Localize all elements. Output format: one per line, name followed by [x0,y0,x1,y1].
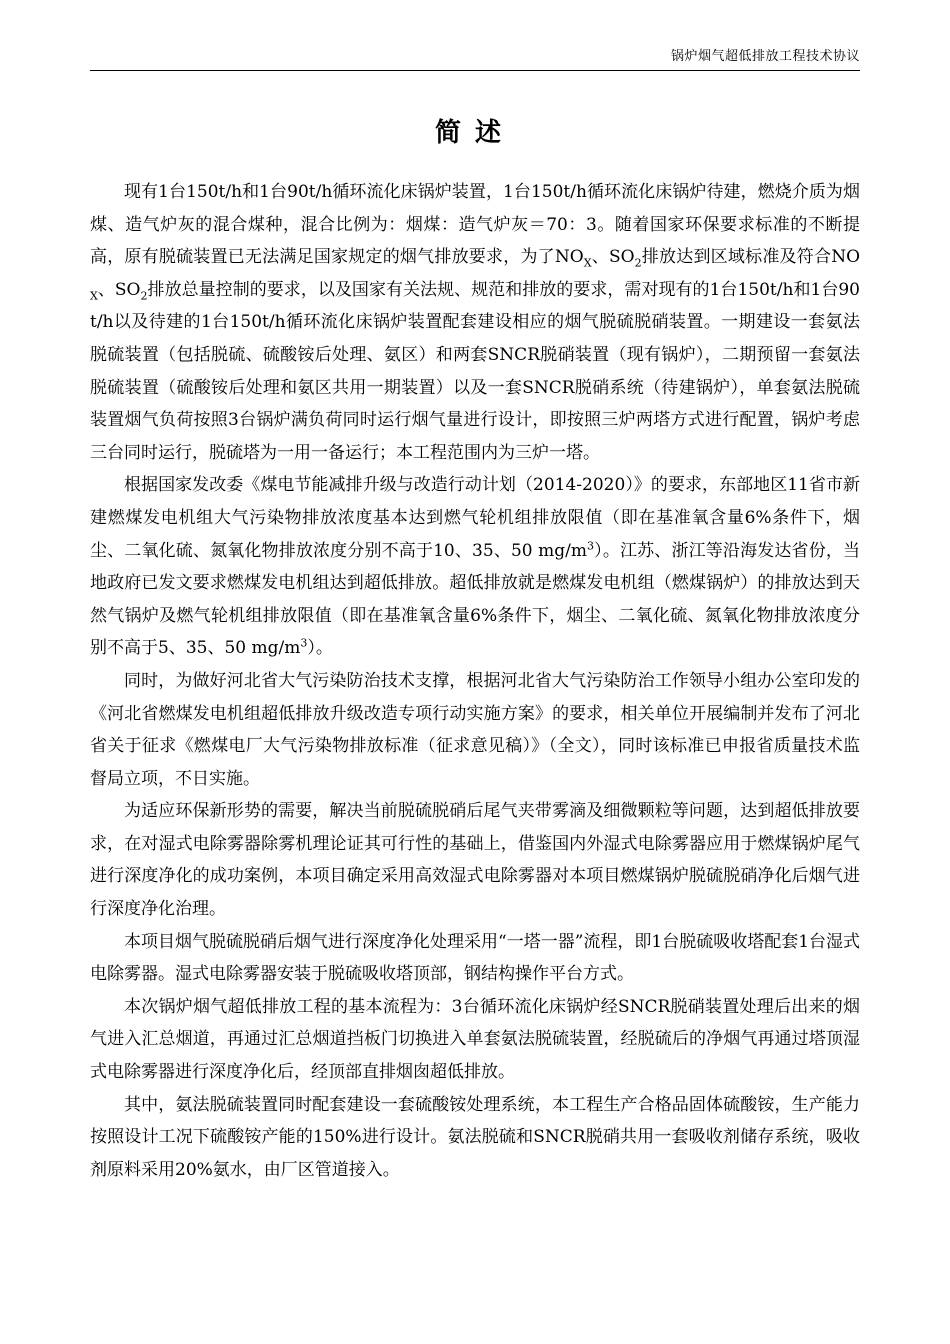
text-run: 本次锅炉烟气超低排放工程的基本流程为：3台循环流化床锅炉经SNCR脱硝装置处理后出来的烟气进入汇总烟道，再通过汇总烟道挡板门切换进入单套氨法脱硫装置，经脱硫后的净烟气再通过塔顶湿式电除雾器进行深度净化后，经顶部直排烟囱超低排放。 [90,996,860,1083]
page-header [90,48,860,71]
text-run: 同时，为做好河北省大气污染防治技术支撑，根据河北省大气污染防治工作领导小组办公室印发的《河北省燃煤发电机组超低排放升级改造专项行动实施方案》的要求，相关单位开展编制并发布了河北省关于征求《燃煤电厂大气污染物排放标准（征求意见稿）》（全文），同时该标准已申报省质量技术监督局立项，不日实施。 [90,670,860,789]
text-run: 现有1台150t/h和1台90t/h循环流化床锅炉装置，1台150t/h循环流化床锅炉待建，燃烧介质为烟煤、造气炉灰的混合煤种，混合比例为：烟煤：造气炉灰＝70：3。随着国家环保要求标准的不断提高，原有脱硫装置已无法满足国家规定的烟气排放要求，为了NO [90,182,860,268]
paragraph-hebei-standard [90,665,860,795]
superscript: 3 [587,538,595,552]
text-run: 排放总量控制的要求，以及国家有关法规、规范和排放的要求，需对现有的1台150t/h和1台90t/h以及待建的1台150t/h循环流化床锅炉装置配套建设相应的烟气脱硫脱硝装置。一期建设一套氨法脱硫装置（包括脱硫、硫酸铵后处理、氨区）和两套SNCR脱硝装置（现有锅炉），二期预留一套氨法脱硫装置（硫酸铵后处理和氨区共用一期装置）以及一套SNCR脱硝系统（待建锅炉），单套氨法脱硫装置烟气负荷按照3台锅炉满负荷同时运行烟气量进行设计，即按照三炉两塔方式进行配置，锅炉考虑三台同时运行，脱硫塔为一用一备运行；本工程范围内为三炉一塔。 [90,279,860,463]
text-run: 排放达到区域标准及符合NO [641,247,861,268]
page-title: 简述 [434,118,515,148]
paragraph-process-flow [90,991,860,1089]
subscript: X [583,256,592,270]
superscript: 3 [300,636,308,650]
paragraph-policy [90,469,860,665]
text-run: 其中，氨法脱硫装置同时配套建设一套硫酸铵处理系统，本工程生产合格品固体硫酸铵，生产能力按照设计工况下硫酸铵产能的150%进行设计。氨法脱硫和SNCR脱硝共用一套吸收剂储存系统，吸收剂原料采用20%氨水，由厂区管道接入。 [90,1094,860,1180]
paragraph-wesp-adoption [90,795,860,925]
text-run: ）。江苏、浙江等沿海发达省份，当地政府已发文要求燃煤发电机组达到超低排放。超低排放就是燃煤发电机组（燃煤锅炉）的排放达到天然气锅炉及燃气轮机组排放限值（即在基准氧含量6%条件下，烟尘、二氧化硫、氮氧化物排放浓度分别不高于5、35、50 mg/m [90,540,861,659]
paragraph-ammonium-sulfate [90,1089,860,1187]
header-title: 锅炉烟气超低排放工程技术协议 [670,49,860,64]
subscript: 2 [634,256,642,270]
text-run: 本项目烟气脱硫脱硝后烟气进行深度净化处理采用“一塔一器”流程，即1台脱硫吸收塔配套1台湿式电除雾器。湿式电除雾器安装于脱硫吸收塔顶部，钢结构操作平台方式。 [90,931,861,985]
text-run: 为适应环保新形势的需要，解决当前脱硫脱硝后尾气夹带雾滴及细微颗粒等问题，达到超低排放要求，在对湿式电除雾器除雾机理论证其可行性的基础上，借鉴国内外湿式电除雾器应用于燃煤锅炉尾气进行深度净化的成功案例，本项目确定采用高效湿式电除雾器对本项目燃煤锅炉脱硫脱硝净化后烟气进行深度净化治理。 [90,801,860,920]
subscript: X [90,289,98,303]
document-body [90,176,860,1186]
text-run: 、SO [97,279,141,300]
paragraph-overview [90,176,860,469]
paragraph-one-tower-one-unit [90,926,860,991]
text-run: ）。 [307,638,333,659]
text-run: 、SO [591,247,635,268]
subscript: 2 [140,289,148,303]
text-run: 根据国家发改委《煤电节能减排升级与改造行动计划（2014-2020）》的要求，东部地区11省市新建燃煤发电机组大气污染物排放浓度基本达到燃气轮机组排放限值（即在基准氧含量6%条件下，烟尘、二氧化硫、氮氧化物排放浓度分别不高于10、35、50 mg/m [90,475,860,561]
